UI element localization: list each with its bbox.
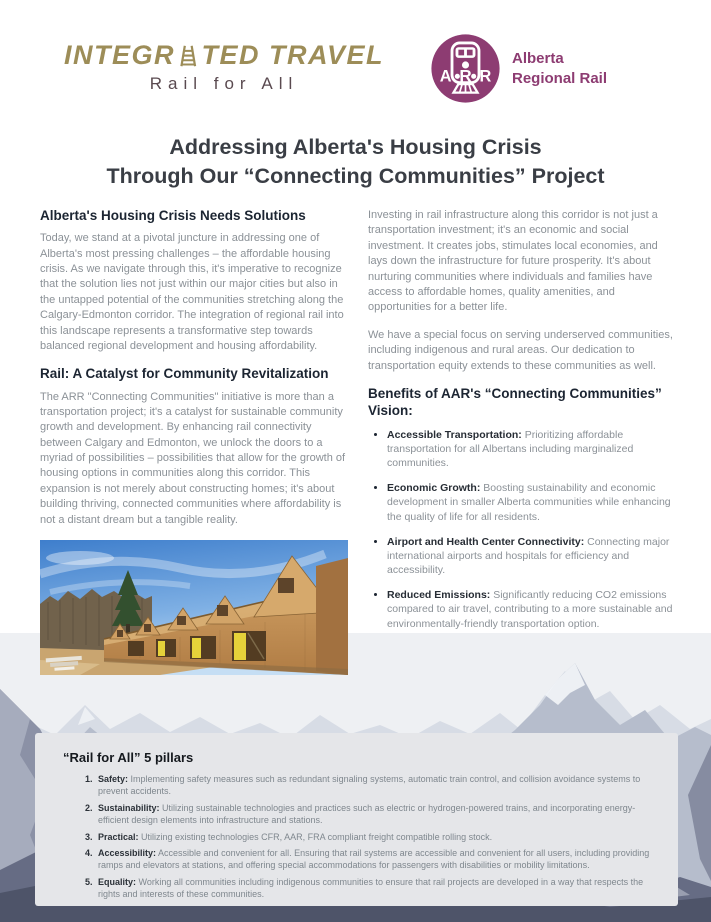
benefit-text: Boosting sustainability and economic development in smaller Alberta communities while enhancing the quality of life for all residents. [387,482,671,523]
pillars-heading: “Rail for All” 5 pillars [63,750,194,765]
townhomes-construction-photo [40,540,348,675]
benefits-list [368,428,676,631]
benefit-text: Connecting major international airports and hospitals for efficiency and accessibility. [387,535,670,577]
benefit-economic-growth [387,481,676,524]
rail-for-all-pillars-box [35,733,678,906]
benefit-lead: Airport and Health Center Connectivity: [387,535,585,548]
arr-letter-r-center: R [459,66,472,86]
integrated-travel-wordmark [64,40,384,71]
pillar-lead: Practical: [98,831,139,842]
right-column [368,208,676,675]
benefit-accessible-transportation [387,428,676,471]
page-title [0,133,711,190]
pillar-practical [95,831,650,843]
arr-letter-r-right: R [479,67,492,86]
train-front-icon [430,33,501,104]
rail-catalyst-paragraph: The ARR "Connecting Communities" initiative is more than a transportation project; it's a catalyst for sustainable community growth and development. By enhancing rail connectivity between Calgary and Edmonton, we unlock the doors to a myriad of possibilities – possibilities that allow for the growth of housing options in communities along this corridor. This expansion is not merely about constructing homes; it's about building thriving, connected communities where affordability is not a distant dream but a tangible reality. [40,390,346,526]
section-heading-rail-catalyst: Rail: A Catalyst for Community Revitalization [40,366,329,382]
pillar-text: Implementing safety measures such as redundant signaling systems, automatic train control, and collision avoidance systems to prevent accidents. [98,774,641,797]
rail-track-icon [178,44,198,68]
pillar-text: Utilizing sustainable technologies and practices such as electric or hydrogen-powered trains, and incorporating energy-efficient design elements into infrastructure and stations. [98,802,636,826]
arr-org-line2: Regional Rail [512,69,608,87]
pillar-lead: Sustainability: [98,802,160,813]
housing-crisis-paragraph: Today, we stand at a pivotal juncture in addressing one of Alberta's most pressing challenges – the affordable housing crisis. As we navigate through this, it's imperative to recognize that the solution lies not just within our major cities but also in the untapped potential of the communities stretching along the Calgary-Edmonton corridor. The integration of regional rail into this landscape represents a transformative step towards balanced regional development and housing affordability. [40,232,344,352]
benefit-reduced-emissions [387,588,676,631]
integrated-travel-logo [64,40,384,94]
pillar-safety [95,773,650,798]
benefit-lead: Accessible Transportation: [387,428,522,441]
benefit-text: Significantly reducing CO2 emissions compared to air travel, contributing to a more sustainable and environmentally-friendly transportation option. [387,589,673,630]
pillar-accessibility [95,847,650,872]
benefit-airport-health-connectivity [387,535,676,578]
benefit-lead: Reduced Emissions: [387,589,491,602]
arr-org-name [512,49,607,88]
pillar-lead: Equality: [98,876,137,887]
pillar-text: Working all communities including indigenous communities to ensure that rail projects are developed in a way that respects the rights and interests of these communities. [98,876,644,900]
left-column [40,208,348,675]
wordmark-left: INTEGR [64,40,176,70]
pillar-lead: Accessibility: [98,848,157,859]
page-title-line1: Addressing Alberta's Housing Crisis [169,135,542,159]
pillars-list [63,773,650,901]
benefit-lead: Economic Growth: [387,482,481,495]
benefits-heading: Benefits of AAR's “Connecting Communities” Vision: [368,385,662,418]
integrated-travel-tagline: Rail for All [149,74,299,93]
content-columns [40,208,676,675]
page-title-line2: Through Our “Connecting Communities” Project [106,163,605,188]
benefit-text: Prioritizing affordable transportation for all Albertans including marginalized communities. [387,428,634,469]
pillar-text: Accessible and convenient for all. Ensuring that rail systems are accessible and convenient for all users, including providing ramps and elevators at stations, and offering special accommodations for passengers with disabilities or mobility limitations. [98,848,650,871]
pillar-equality [95,876,650,901]
pillar-text: Utilizing existing technologies CFR, AAR, FRA compliant freight compatible rolling stock. [138,831,493,842]
investment-paragraph: Investing in rail infrastructure along this corridor is not just a transportation investment; it's an economic and social investment. It creates jobs, stimulates local economies, and lays down the infrastructure for future prosperity. It's about nurturing communities where individuals and families have access to affordable homes, quality amenities, and opportunities for a better life. [368,209,658,314]
arr-logo [430,33,607,104]
arr-org-line1: Alberta [512,50,564,67]
arr-letter-a: A [439,67,452,86]
section-heading-housing-crisis: Alberta's Housing Crisis Needs Solutions [40,208,306,223]
underserved-paragraph: We have a special focus on serving underserved communities, including indigenous and rural areas. Our dedication to transportation equity extends to these communities as well. [368,328,673,372]
pillar-lead: Safety: [98,774,129,784]
wordmark-right: TED TRAVEL [201,40,384,70]
pillar-sustainability [95,802,650,827]
